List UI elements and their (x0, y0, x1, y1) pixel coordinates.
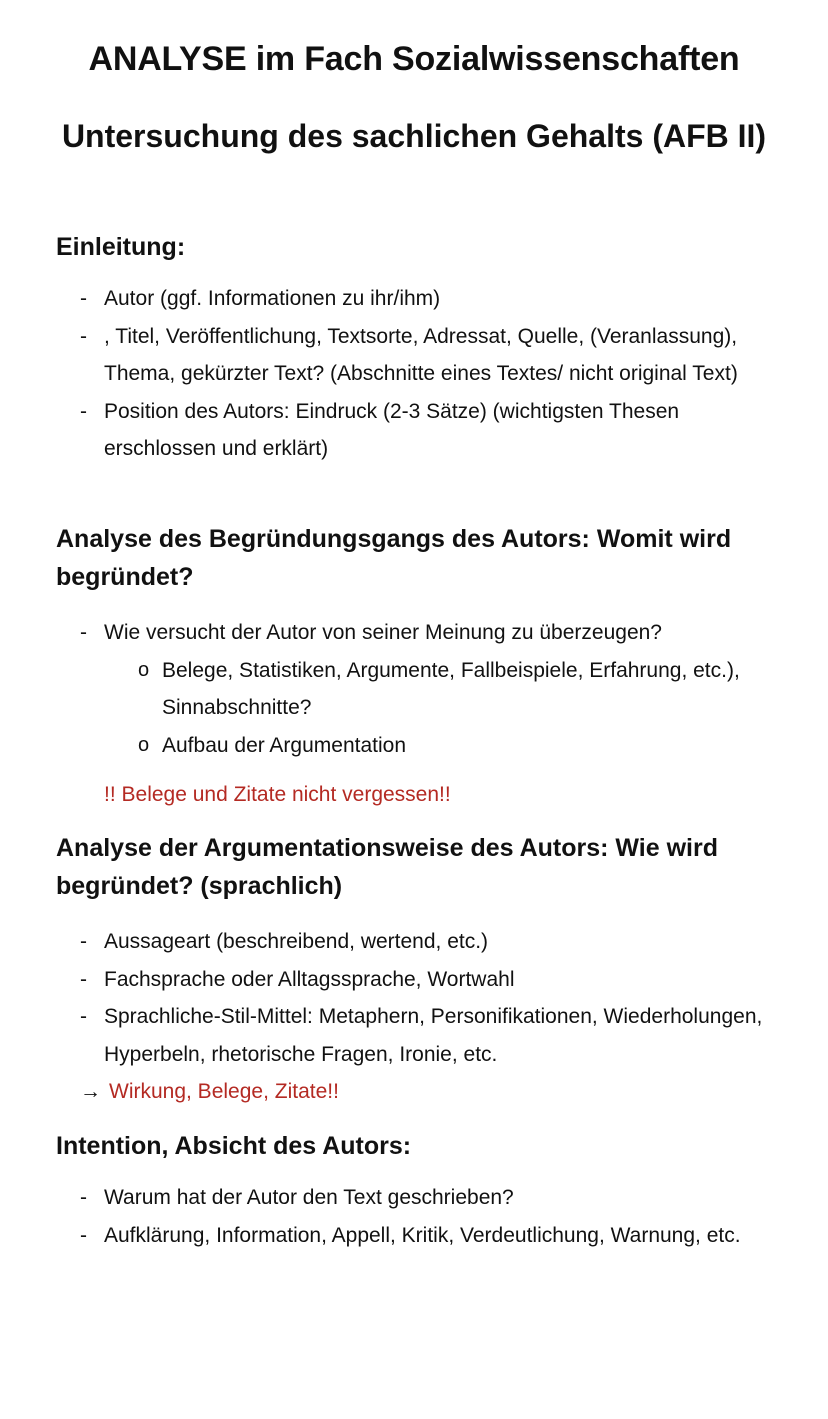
list-item (80, 1179, 780, 1217)
page-title: ANALYSE im Fach Sozialwissenschaften (88, 40, 740, 78)
dash-bullet: - (80, 1223, 87, 1247)
intention-list (80, 1179, 780, 1254)
dash-bullet: - (80, 930, 87, 953)
section-heading-intention: Intention, Absicht des Autors: (56, 1132, 412, 1160)
list-item (80, 280, 780, 318)
dash-bullet: - (80, 287, 87, 310)
section-heading-einleitung: Einleitung: (56, 233, 186, 261)
sub-list-item (104, 652, 780, 727)
list-item-text: Fachsprache oder Alltagssprache, Wortwahl (104, 967, 515, 991)
circle-bullet: o (138, 658, 150, 681)
einleitung-list (80, 280, 780, 468)
list-item (80, 961, 780, 999)
page-subtitle: Untersuchung des sachlichen Gehalts (AFB II) (61, 118, 767, 154)
dash-bullet: - (80, 399, 87, 423)
section-heading-argumentationsweise: Analyse der Argumentationsweise des Autors: Wie wird begründet? (sprachlich) (56, 834, 718, 900)
list-item-text: Autor (ggf. Informationen zu ihr/ihm) (104, 287, 441, 310)
dash-bullet: - (80, 324, 87, 348)
dash-bullet: - (80, 621, 87, 644)
section-heading-begruendungsgang: Analyse des Begründungsgangs des Autors: Womit wird begründet? (56, 525, 732, 591)
list-item-text: Wie versucht der Autor von seiner Meinung zu überzeugen? (104, 621, 662, 644)
dash-bullet: - (80, 1005, 87, 1028)
list-item-text: Aufklärung, Information, Appell, Kritik, Verdeutlichung, Warnung, etc. (104, 1223, 741, 1247)
argumentationsweise-list (80, 923, 780, 1073)
begruendungsgang-list (80, 614, 780, 764)
list-item-text: Aussageart (beschreibend, wertend, etc.) (104, 930, 489, 953)
list-item-text: Position des Autors: Eindruck (2-3 Sätze) (wichtigsten Thesen erschlossen und erklärt) (104, 399, 680, 460)
list-item-text: Warum hat der Autor den Text geschrieben? (104, 1186, 514, 1209)
list-item-text: , Titel, Veröffentlichung, Textsorte, Adressat, Quelle, (Veranlassung), Thema, gekürzter Text? (Abschnitte eines Textes/ nicht original Text) (104, 324, 738, 385)
arrow-right-icon: → (80, 1080, 101, 1103)
list-item (80, 614, 780, 764)
sub-list-item-text: Belege, Statistiken, Argumente, Fallbeispiele, Erfahrung, etc.), Sinnabschnitte? (162, 658, 740, 719)
sub-list-item-text: Aufbau der Argumentation (162, 733, 407, 757)
dash-bullet: - (80, 967, 87, 991)
arrow-note-text: Wirkung, Belege, Zitate!! (109, 1080, 339, 1103)
list-item (80, 393, 780, 468)
dash-bullet: - (80, 1186, 87, 1209)
begruendungsgang-sublist (104, 652, 780, 765)
circle-bullet: o (138, 733, 150, 756)
list-item (80, 1217, 780, 1255)
list-item (80, 998, 780, 1073)
arrow-note-line (80, 1073, 339, 1110)
sub-list-item (104, 727, 780, 765)
list-item (80, 318, 780, 393)
list-item (80, 923, 780, 961)
list-item-text: Sprachliche-Stil-Mittel: Metaphern, Personifikationen, Wiederholungen, Hyperbeln, rhetorische Fragen, Ironie, etc. (104, 1005, 763, 1066)
warning-note: !! Belege und Zitate nicht vergessen!! (104, 783, 451, 806)
